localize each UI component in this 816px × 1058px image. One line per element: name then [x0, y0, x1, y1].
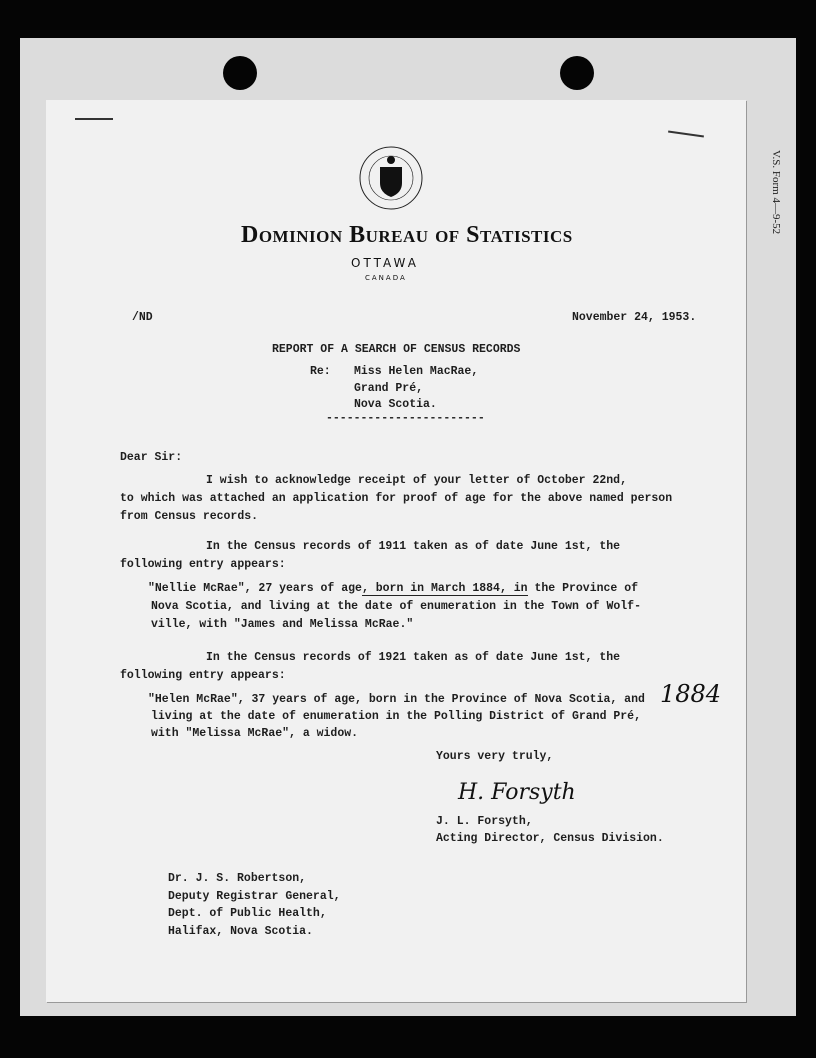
re-rule: ----------------------- — [326, 412, 485, 425]
handwritten-year-note: 1884 — [660, 680, 722, 708]
signature: H. Forsyth — [458, 780, 576, 805]
recipient-address: Dr. J. S. Robertson, Deputy Registrar General, Dept. of Public Health, Halifax, Nova Scotia. — [168, 872, 341, 938]
salutation: Dear Sir: — [120, 451, 183, 464]
census-1921-entry: "Helen McRae", 37 years of age, born in the Province of Nova Scotia, and living at the date of enumeration in the Polling District of Grand Pré, with "Melissa McRae", a widow. — [148, 693, 645, 740]
city: OTTAWA — [351, 256, 419, 270]
signer-block: J. L. Forsyth, Acting Director, Census Division. — [436, 815, 664, 845]
punch-hole — [223, 56, 257, 90]
re-label: Re: — [310, 365, 331, 378]
reference-code: /ND — [132, 311, 153, 324]
subject-heading: REPORT OF A SEARCH OF CENSUS RECORDS — [272, 343, 521, 356]
paragraph-1: I wish to acknowledge receipt of your letter of October 22nd, to which was attached an application for proof of age for the above named person from Census records. — [120, 474, 673, 523]
pen-mark — [75, 118, 113, 120]
re-block — [326, 363, 485, 428]
paragraph-3: In the Census records of 1921 taken as of date June 1st, the following entry appears: — [120, 651, 621, 682]
underlined-birth-date: , born in March 1884, in — [361, 582, 528, 595]
coat-of-arms-seal-icon — [358, 145, 424, 211]
form-number-label: V.S. Form 4—9-52 — [770, 150, 782, 235]
re-line: Nova Scotia. — [354, 398, 437, 411]
census-1911-entry: "Nellie McRae", 27 years of age, born in March 1884, in the Province of Nova Scotia, and living at the date of enumeration in the Town of Wolf- ville, with "James and Melissa McRae." — [148, 582, 641, 631]
closing: Yours very truly, — [436, 750, 554, 763]
country: CANADA — [365, 274, 407, 282]
re-line: Grand Pré, — [354, 382, 424, 395]
letter-date: November 24, 1953. — [572, 311, 697, 324]
re-line: Miss Helen MacRae, — [354, 365, 479, 378]
paragraph-2: In the Census records of 1911 taken as of date June 1st, the following entry appears: — [120, 540, 621, 571]
organization-name: Dominion Bureau of Statistics — [241, 222, 573, 248]
punch-hole — [560, 56, 594, 90]
